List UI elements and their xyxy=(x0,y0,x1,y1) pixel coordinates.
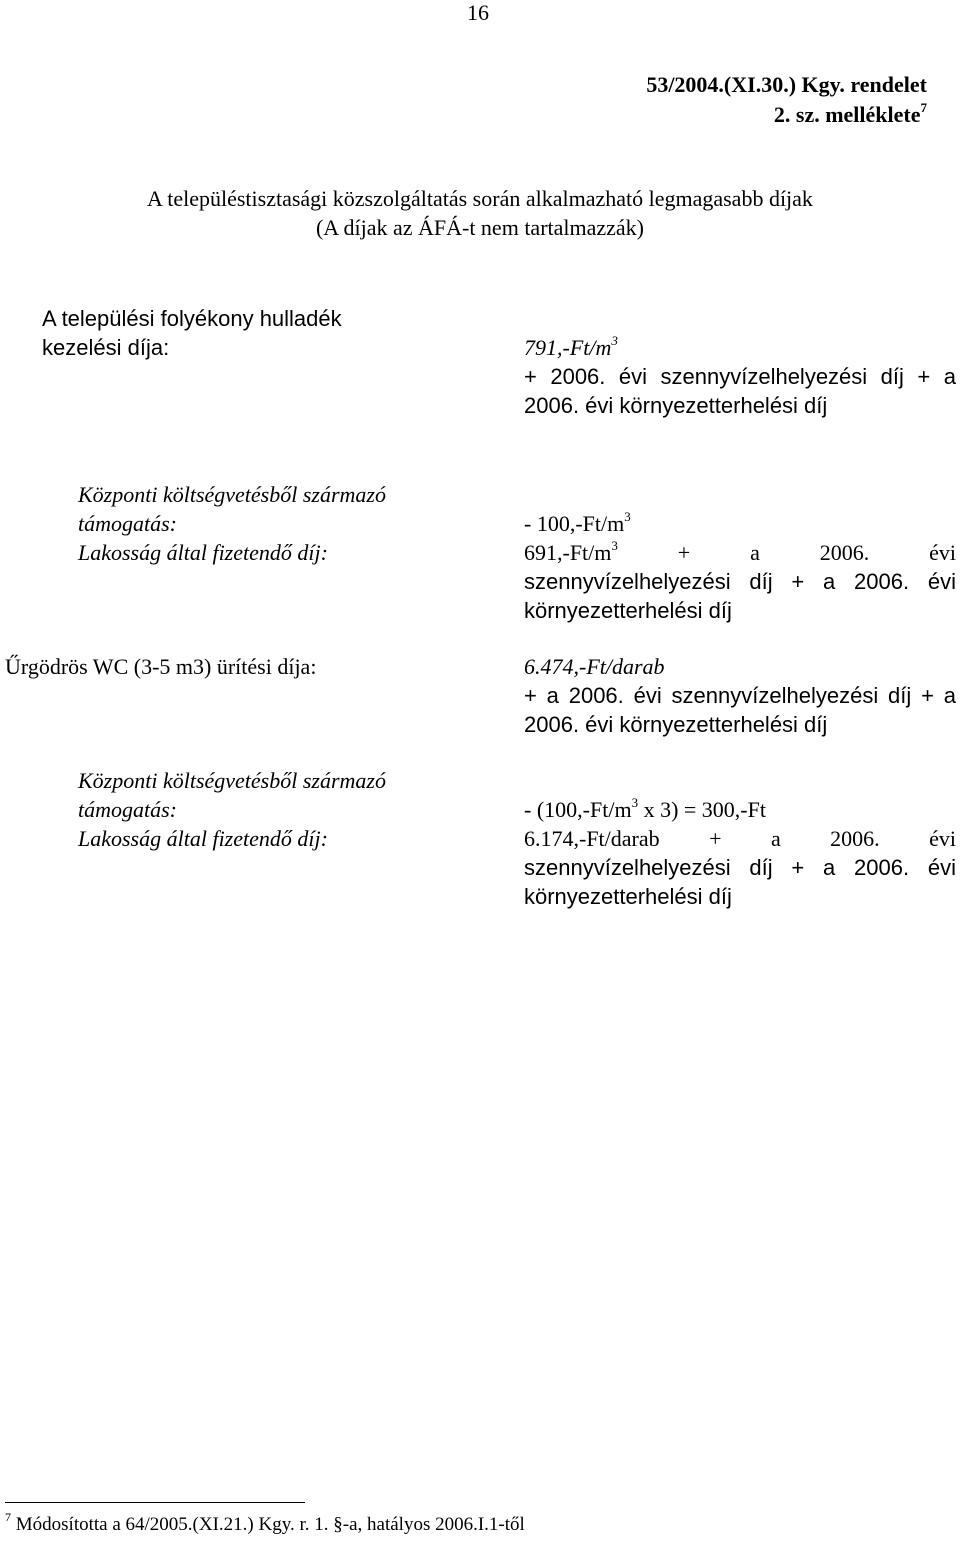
decree-reference: 53/2004.(XI.30.) Kgy. rendelet xyxy=(646,72,927,97)
cesspit-payable-line3: környezetterhelési díj xyxy=(524,884,732,909)
liquid-waste-fee-amount: 791,-Ft/m xyxy=(524,335,612,360)
footnote-separator xyxy=(5,1502,305,1503)
cesspit-support-calc: x 3) = 300,-Ft xyxy=(638,797,766,822)
cubic-exponent: 3 xyxy=(624,508,631,524)
footnote-marker: 7 xyxy=(5,1509,11,1524)
footnote xyxy=(5,1509,525,1538)
document-subtitle: (A díjak az ÁFÁ-t nem tartalmazzák) xyxy=(315,215,645,240)
resident-payable-line1 xyxy=(524,538,956,567)
cesspit-payable-line2: szennyvízelhelyezési díj + a 2006. évi xyxy=(524,855,956,880)
cesspit-support-value xyxy=(524,795,766,824)
central-support-value xyxy=(524,509,631,538)
liquid-waste-fee-value xyxy=(524,333,618,362)
cesspit-payable-line1: 6.174,-Ft/darab + a 2006. évi xyxy=(524,826,956,851)
document-title: A településtisztasági közszolgáltatás során alkalmazható legmagasabb díjak xyxy=(147,186,813,211)
liquid-waste-fee-line2: + 2006. évi szennyvízelhelyezési díj + a xyxy=(524,364,956,389)
cesspit-support-amount: - (100,-Ft/m xyxy=(524,797,632,822)
cubic-exponent: 3 xyxy=(611,332,618,348)
resident-payable-line1-rest: + a 2006. évi xyxy=(617,540,956,565)
cesspit-fee-line3: 2006. évi környezetterhelési díj xyxy=(524,712,828,737)
central-support-amount: - 100,-Ft/m xyxy=(524,511,625,536)
cesspit-fee-value: 6.474,-Ft/darab xyxy=(524,654,665,679)
cesspit-support-label-line2: támogatás: xyxy=(78,797,177,822)
resident-payable-label: Lakosság által fizetendő díj: xyxy=(78,540,328,565)
cesspit-payable-label: Lakosság által fizetendő díj: xyxy=(78,826,328,851)
cubic-exponent: 3 xyxy=(611,537,618,553)
cesspit-fee-line2: + a 2006. évi szennyvízelhelyezési díj + a xyxy=(524,683,956,708)
footnote-text: Módosította a 64/2005.(XI.21.) Kgy. r. 1. §-a, hatályos 2006.I.1-től xyxy=(15,1514,525,1535)
annex-title-text: 2. sz. melléklete xyxy=(773,102,921,127)
cubic-exponent: 3 xyxy=(631,794,639,810)
resident-payable-line2: szennyvízelhelyezési díj + a 2006. évi xyxy=(524,569,956,594)
liquid-waste-label-line1: A települési folyékony hulladék xyxy=(42,306,342,331)
resident-payable-line3: környezetterhelési díj xyxy=(524,598,732,623)
central-support-label-line1: Központi költségvetésből származó xyxy=(78,482,386,507)
annex-title xyxy=(774,100,927,129)
cesspit-support-label-line1: Központi költségvetésből származó xyxy=(78,768,386,793)
cesspit-label: Űrgödrös WC (3-5 m3) ürítési díja: xyxy=(5,654,317,679)
page-number: 16 xyxy=(467,0,489,25)
footnote-reference: 7 xyxy=(920,99,927,115)
central-support-label-line2: támogatás: xyxy=(78,511,177,536)
liquid-waste-label-line2: kezelési díja: xyxy=(42,335,170,360)
liquid-waste-fee-line3: 2006. évi környezetterhelési díj xyxy=(524,393,828,418)
resident-payable-amount: 691,-Ft/m xyxy=(524,540,612,565)
